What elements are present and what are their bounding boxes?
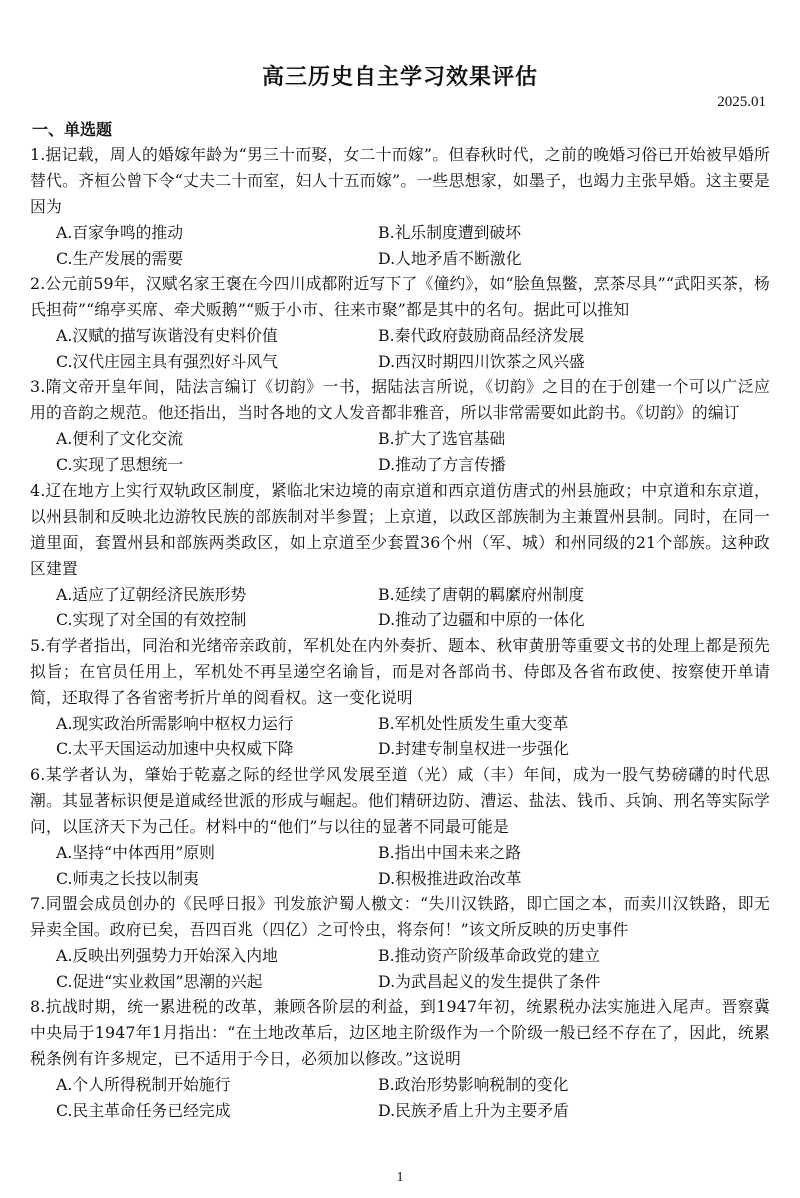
option-b: B.军机处性质发生重大变革	[378, 713, 569, 733]
question-5	[30, 633, 770, 762]
option-c: C.太平天国运动加速中央权威下降	[56, 739, 294, 759]
option-b: B.礼乐制度遭到破坏	[378, 223, 522, 242]
option-c: C.实现了对全国的有效控制	[56, 610, 247, 630]
exam-date: 2025.01	[717, 94, 766, 110]
option-a: A.坚持“中体西用”原则	[56, 842, 215, 862]
option-c: C.师夷之长技以制夷	[56, 868, 199, 888]
option-grid	[30, 840, 770, 891]
option-d: D.积极推进政治改革	[378, 868, 522, 888]
option-grid	[30, 711, 770, 762]
option-d: D.封建专制皇权进一步强化	[378, 739, 569, 759]
option-c: C.汉代庄园主具有强烈好斗风气	[56, 351, 278, 371]
option-a: A.便利了文化交流	[56, 429, 184, 449]
question-stem: 7.同盟会成员创办的《民呼日报》刊发旅沪蜀人檄文：“失川汉铁路，即亡国之本，而卖川汉铁路，即无异卖全国。政府已矣，吾四百兆（四亿）之可怜虫，将奈何！”该文所反映的历史事件	[30, 894, 770, 940]
option-d: D.西汉时期四川饮茶之风兴盛	[378, 351, 585, 371]
option-b: B.政治形势影响税制的变化	[378, 1075, 569, 1095]
option-a: A.百家争鸣的推动	[56, 223, 184, 242]
question-stem: 4.辽在地方上实行双轨政区制度，紧临北宋边境的南京道和西京道仿唐式的州县施政；中京道和东京道，以州县制和反映北边游牧民族的部族制对半参置；上京道，以政区部族制为主兼置州县制。同时，在同一道里面，套置州县和部族两类政区，如上京道至少套置36个州（军、城）和州同级的21个部族。这种政区建置	[30, 480, 770, 578]
option-d: D.推动了边疆和中原的一体化	[378, 610, 585, 630]
option-b: B.秦代政府鼓励商品经济发展	[378, 326, 585, 346]
option-d: D.人地矛盾不断激化	[378, 248, 522, 268]
section-heading: 一、单选题	[32, 120, 113, 139]
option-a: A.个人所得税制开始施行	[56, 1075, 231, 1095]
question-stem: 2.公元前59年，汉赋名家王褒在今四川成都附近写下了《僮约》，如“脍鱼炰鳖，烹茶尽具”“武阳买茶，杨氏担荷”“绵亭买席、牵犬贩鹅”“贩于小市、往来市聚”都是其中的名句。据此可以推知	[30, 274, 770, 320]
question-list	[30, 142, 770, 1124]
option-a: A.汉赋的描写诙谐没有史料价值	[56, 326, 278, 346]
page-number: 1	[396, 1170, 404, 1185]
option-grid	[30, 426, 770, 477]
option-grid	[30, 582, 770, 633]
question-stem: 8.抗战时期，统一累进税的改革，兼顾各阶层的利益，到1947年初，统累税办法实施进入尾声。晋察冀中央局于1947年1月指出：“在土地改革后，边区地主阶级作为一个阶级一般已经不存在了，因此，统累税条例有许多规定，已不适用于今日，必须加以修改。”这说明	[30, 997, 770, 1069]
option-c: C.促进“实业救国”思潮的兴起	[56, 971, 263, 991]
option-b: B.延续了唐朝的羁縻府州制度	[378, 584, 585, 604]
option-d: D.为武昌起义的发生提供了条件	[378, 971, 601, 991]
option-d: D.民族矛盾上升为主要矛盾	[378, 1100, 569, 1120]
option-a: A.反映出列强势力开始深入内地	[56, 946, 278, 966]
option-grid	[30, 1072, 770, 1123]
question-8	[30, 994, 770, 1123]
question-4	[30, 478, 770, 633]
option-grid	[30, 323, 770, 374]
question-stem: 6.某学者认为，肇始于乾嘉之际的经世学风发展至道（光）咸（丰）年间，成为一股气势磅礴的时代思潮。其显著标识便是道咸经世派的形成与崛起。他们精研边防、漕运、盐法、钱币、兵饷、刑名等实际学问，以匡济天下为己任。材料中的“他们”与以往的显著不同最可能是	[30, 764, 770, 836]
exam-title: 高三历史自主学习效果评估	[261, 65, 538, 90]
option-d: D.推动了方言传播	[378, 454, 506, 474]
question-1	[30, 142, 770, 271]
option-b: B.指出中国未来之路	[378, 842, 522, 862]
question-6	[30, 762, 770, 891]
option-c: C.实现了思想统一	[56, 454, 184, 474]
option-b: B.扩大了选官基础	[378, 429, 506, 449]
question-stem: 5.有学者指出，同治和光绪帝亲政前，军机处在内外奏折、题本、秋审黄册等重要文书的处理上都是预先拟旨；在官员任用上，军机处不再呈递空名谕旨，而是对各部尚书、侍郎及各省布政使、按察使开单请简，还取得了各省密考折片单的阅看权。这一变化说明	[30, 635, 770, 707]
option-b: B.推动资产阶级革命政党的建立	[378, 946, 600, 966]
option-a: A.适应了辽朝经济民族形势	[56, 584, 247, 604]
option-grid	[30, 220, 770, 271]
question-stem: 1.据记载，周人的婚嫁年龄为“男三十而娶，女二十而嫁”。但春秋时代，之前的晚婚习俗已开始被早婚所替代。齐桓公曾下令“丈夫二十而室，妇人十五而嫁”。一些思想家，如墨子，也竭力主张早婚。这主要是因为	[30, 145, 770, 216]
option-c: C.生产发展的需要	[56, 248, 184, 268]
question-2	[30, 271, 770, 374]
question-stem: 3.隋文帝开皇年间，陆法言编订《切韵》一书，据陆法言所说，《切韵》之目的在于创建一个可以广泛应用的音韵之规范。他还指出，当时各地的文人发音都非雅音，所以非常需要如此韵书。《切韵》的编订	[30, 377, 770, 423]
question-3	[30, 374, 770, 477]
option-grid	[30, 943, 770, 994]
question-7	[30, 891, 770, 994]
option-c: C.民主革命任务已经完成	[56, 1100, 231, 1120]
option-a: A.现实政治所需影响中枢权力运行	[56, 713, 294, 733]
